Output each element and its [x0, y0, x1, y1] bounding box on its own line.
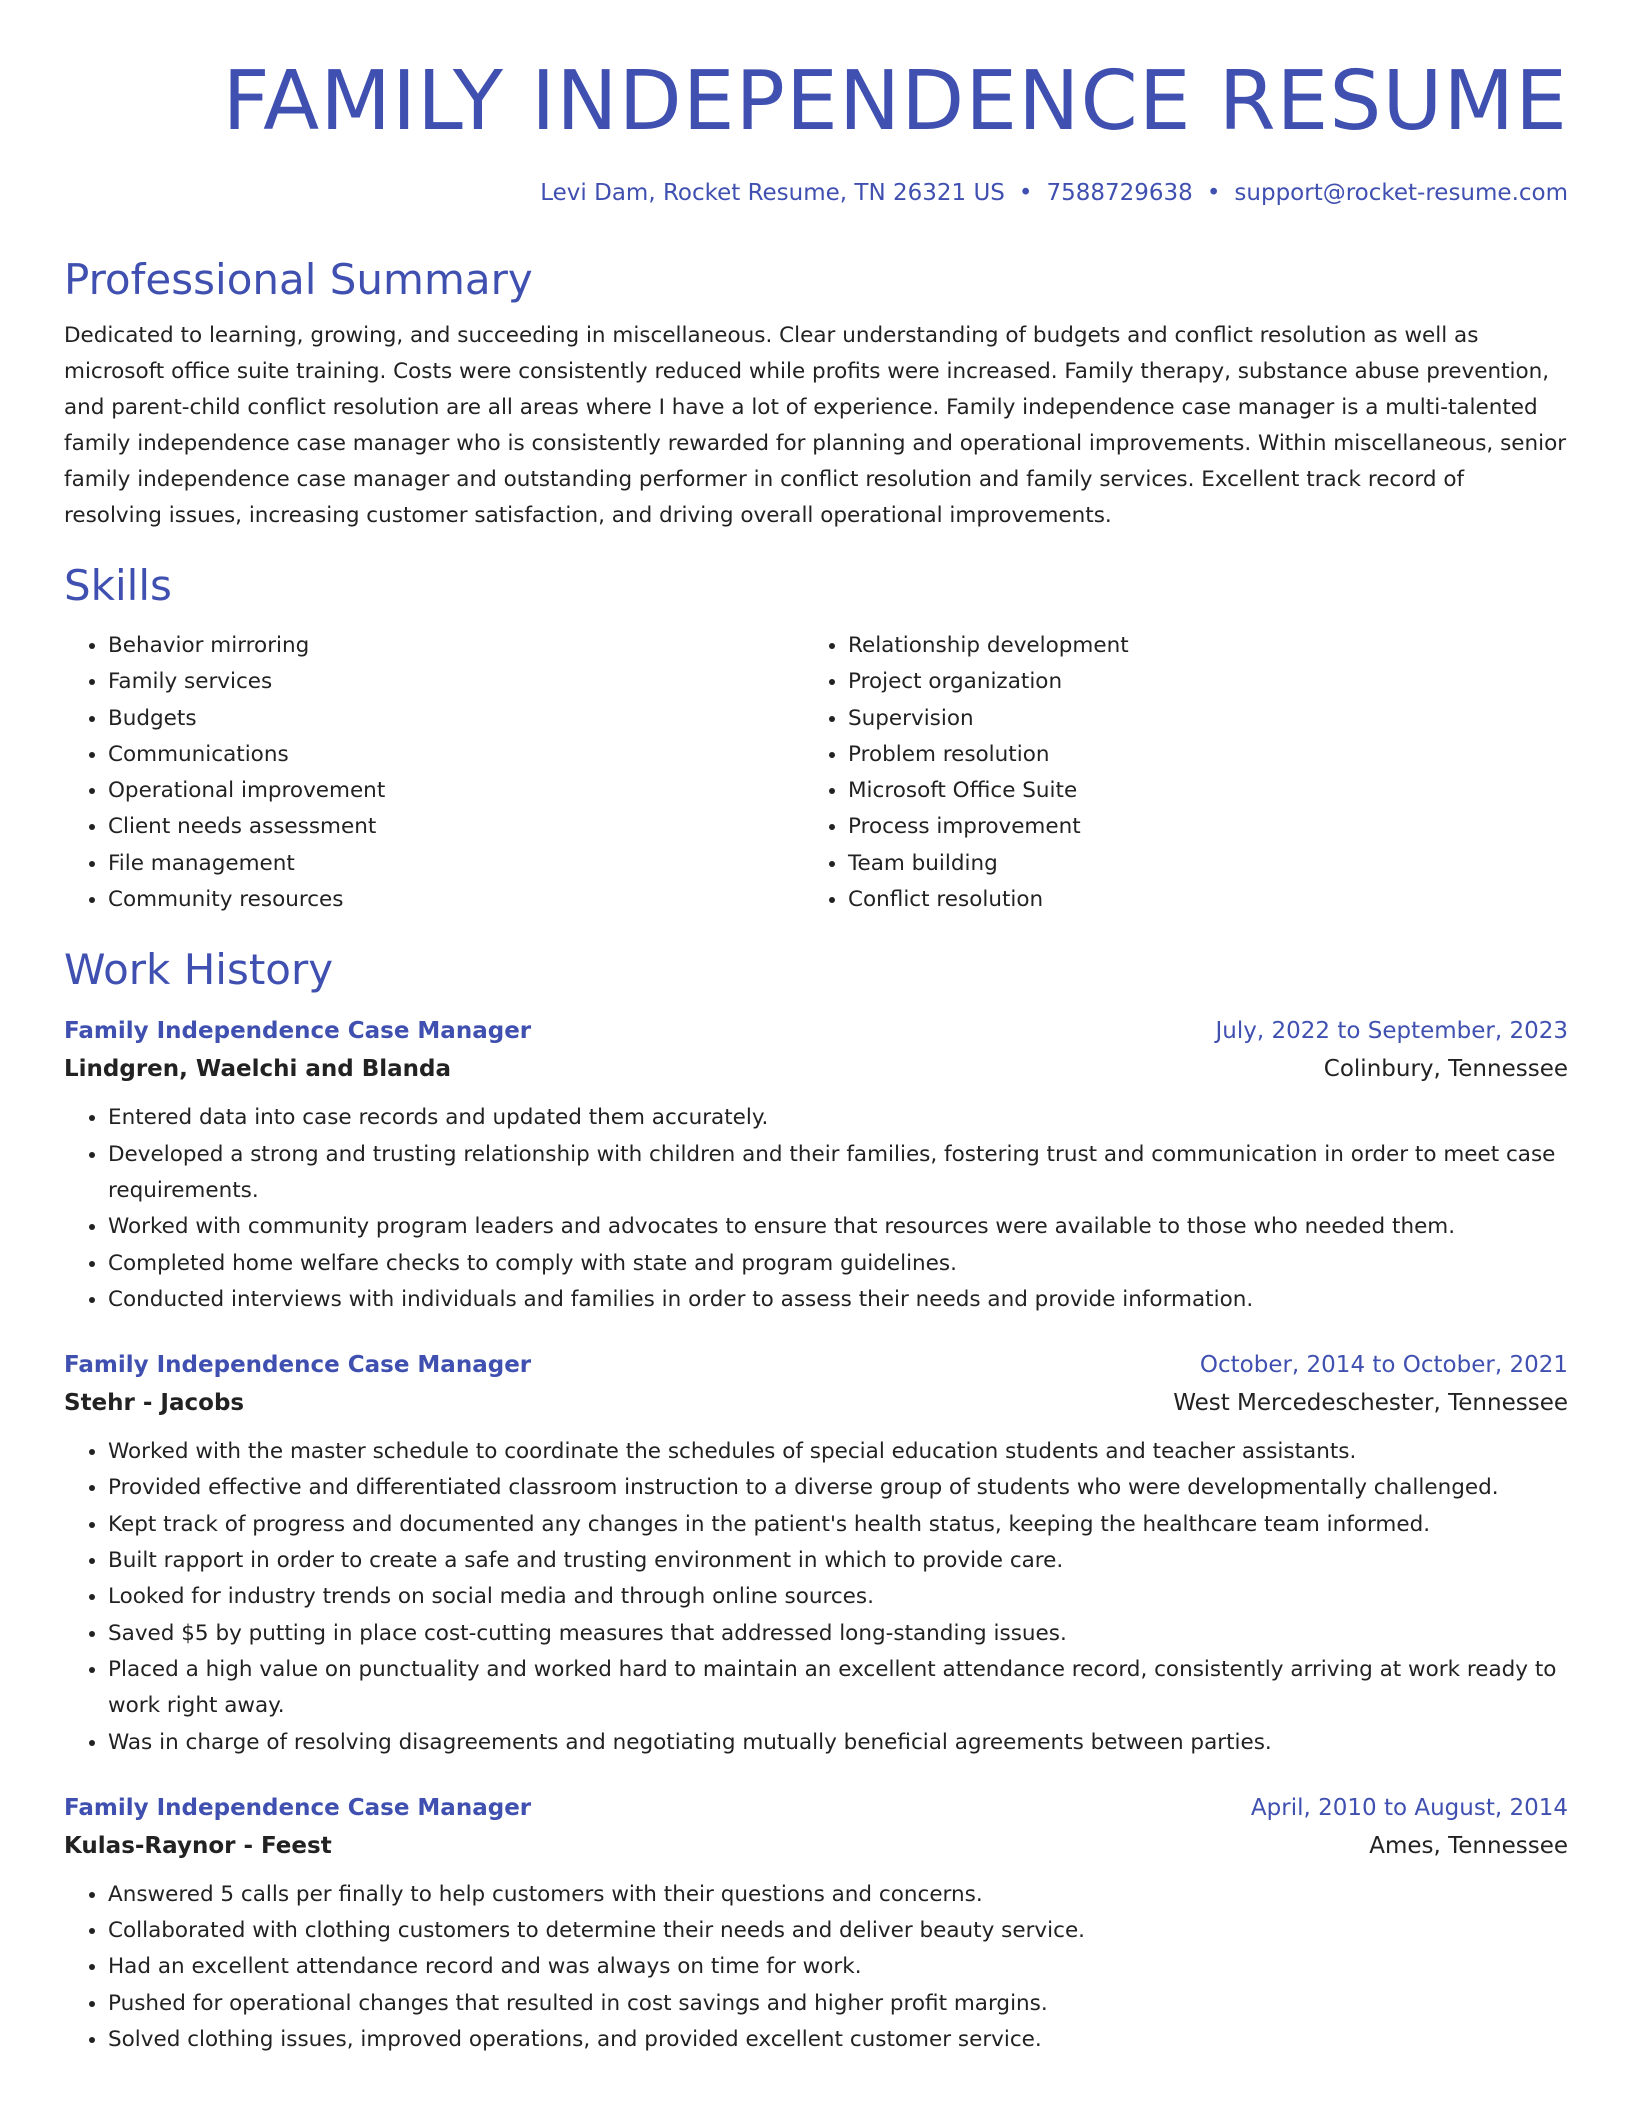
contact-separator: • [1206, 180, 1221, 206]
skill-item: • Communications [108, 737, 804, 773]
job-bullet: • Was in charge of resolving disagreements and negotiating mutually beneficial agreements between parties. [108, 1725, 1568, 1761]
job-bullet: • Provided effective and differentiated classroom instruction to a diverse group of students who were developmentally challenged. [108, 1470, 1568, 1506]
jobs-list [64, 1012, 1568, 2058]
resume-title: FAMILY INDEPENDENCE RESUME [222, 54, 1568, 149]
job-company-row [64, 1827, 1568, 1865]
skill-item: • Project organization [848, 664, 1544, 700]
job-company-row [64, 1384, 1568, 1422]
job-company-row [64, 1050, 1568, 1088]
skills-section [64, 558, 1568, 918]
job-bullet: • Collaborated with clothing customers to determine their needs and deliver beauty service. [108, 1913, 1568, 1949]
skills-columns [64, 628, 1568, 918]
job-entry [64, 1789, 1568, 2058]
job-title-row [64, 1012, 1568, 1050]
skill-item: • Conflict resolution [848, 882, 1544, 918]
job-bullet: • Pushed for operational changes that resulted in cost savings and higher profit margins. [108, 1986, 1568, 2022]
job-title: Family Independence Case Manager [64, 1352, 532, 1379]
summary-text: Dedicated to learning, growing, and succeeding in miscellaneous. Clear understanding of budgets and conflict resolution as well as microsoft office suite training. Costs were consistently reduced while profits were increased. Family therapy, substance abuse prevention, and parent-child conflict resolution are all areas where I have a lot of experience. Family independence case manager is a multi-talented family independence case manager who is consistently rewarded for planning and operational improvements. Within miscellaneous, senior family independence case manager and outstanding performer in conflict resolution and family services. Excellent track record of resolving issues, increasing customer satisfaction, and driving overall operational improvements. [64, 323, 1567, 528]
job-bullet: • Worked with community program leaders and advocates to ensure that resources were available to those who needed them. [108, 1209, 1568, 1245]
job-bullet: • Worked with the master schedule to coordinate the schedules of special education students and teacher assistants. [108, 1434, 1568, 1470]
job-location: Ames, Tennessee [1369, 1832, 1568, 1859]
job-bullet: • Completed home welfare checks to comply with state and program guidelines. [108, 1246, 1568, 1282]
contact-address: Levi Dam, Rocket Resume, TN 26321 US [540, 180, 1005, 206]
job-bullet: • Entered data into case records and updated them accurately. [108, 1100, 1568, 1136]
skill-item: • Behavior mirroring [108, 628, 804, 664]
job-bullet: • Conducted interviews with individuals and families in order to assess their needs and provide information. [108, 1282, 1568, 1318]
skill-item: • Supervision [848, 701, 1544, 737]
summary-heading: Professional Summary [64, 255, 533, 304]
job-bullet: • Looked for industry trends on social media and through online sources. [108, 1579, 1568, 1615]
skill-item: • Budgets [108, 701, 804, 737]
job-bullets [64, 1434, 1568, 1761]
skills-heading: Skills [64, 561, 172, 610]
resume-header [64, 0, 1568, 208]
work-history-heading: Work History [64, 945, 334, 995]
job-company: Stehr - Jacobs [64, 1390, 245, 1417]
skill-item: • Relationship development [848, 628, 1544, 664]
job-title: Family Independence Case Manager [64, 1018, 532, 1045]
skills-list-right [804, 628, 1544, 918]
job-entry [64, 1346, 1568, 1761]
skill-item: • Community resources [108, 882, 804, 918]
skill-item: • Team building [848, 846, 1544, 882]
job-title: Family Independence Case Manager [64, 1794, 532, 1821]
job-bullet: • Had an excellent attendance record and was always on time for work. [108, 1949, 1568, 1985]
job-bullet: • Developed a strong and trusting relationship with children and their families, fostering trust and communication in order to meet case requirements. [108, 1137, 1568, 1210]
job-company: Kulas-Raynor - Feest [64, 1832, 332, 1859]
job-title-row [64, 1346, 1568, 1384]
skill-item: • Client needs assessment [108, 809, 804, 845]
contact-line [64, 178, 1568, 208]
job-location: Colinbury, Tennessee [1323, 1056, 1568, 1083]
job-entry [64, 1012, 1568, 1318]
job-bullet: • Answered 5 calls per finally to help customers with their questions and concerns. [108, 1877, 1568, 1913]
job-location: West Mercedeschester, Tennessee [1173, 1390, 1568, 1417]
skill-item: • Problem resolution [848, 737, 1544, 773]
summary-section [64, 252, 1568, 534]
job-bullets [64, 1100, 1568, 1318]
job-bullet: • Solved clothing issues, improved operations, and provided excellent customer service. [108, 2022, 1568, 2058]
skill-item: • File management [108, 846, 804, 882]
job-title-row [64, 1789, 1568, 1827]
job-bullets [64, 1877, 1568, 2058]
skill-item: • Family services [108, 664, 804, 700]
job-bullet: • Kept track of progress and documented any changes in the patient's health status, keeping the healthcare team informed. [108, 1507, 1568, 1543]
skill-item: • Process improvement [848, 809, 1544, 845]
job-bullet: • Placed a high value on punctuality and worked hard to maintain an excellent attendance record, consistently arriving at work ready to work right away. [108, 1652, 1568, 1725]
skill-item: • Microsoft Office Suite [848, 773, 1544, 809]
job-bullet: • Built rapport in order to create a safe and trusting environment in which to provide care. [108, 1543, 1568, 1579]
job-bullet: • Saved $5 by putting in place cost-cutting measures that addressed long-standing issues. [108, 1616, 1568, 1652]
job-company: Lindgren, Waelchi and Blanda [64, 1056, 452, 1083]
contact-email: support@rocket-resume.com [1234, 180, 1568, 206]
job-dates: April, 2010 to August, 2014 [1250, 1794, 1568, 1821]
job-dates: October, 2014 to October, 2021 [1199, 1352, 1568, 1379]
job-dates: July, 2022 to September, 2023 [1215, 1018, 1568, 1045]
contact-separator: • [1018, 180, 1033, 206]
skill-item: • Operational improvement [108, 773, 804, 809]
work-history-section [64, 942, 1568, 2058]
skills-list-left [64, 628, 804, 918]
contact-phone: 7588729638 [1046, 180, 1193, 206]
